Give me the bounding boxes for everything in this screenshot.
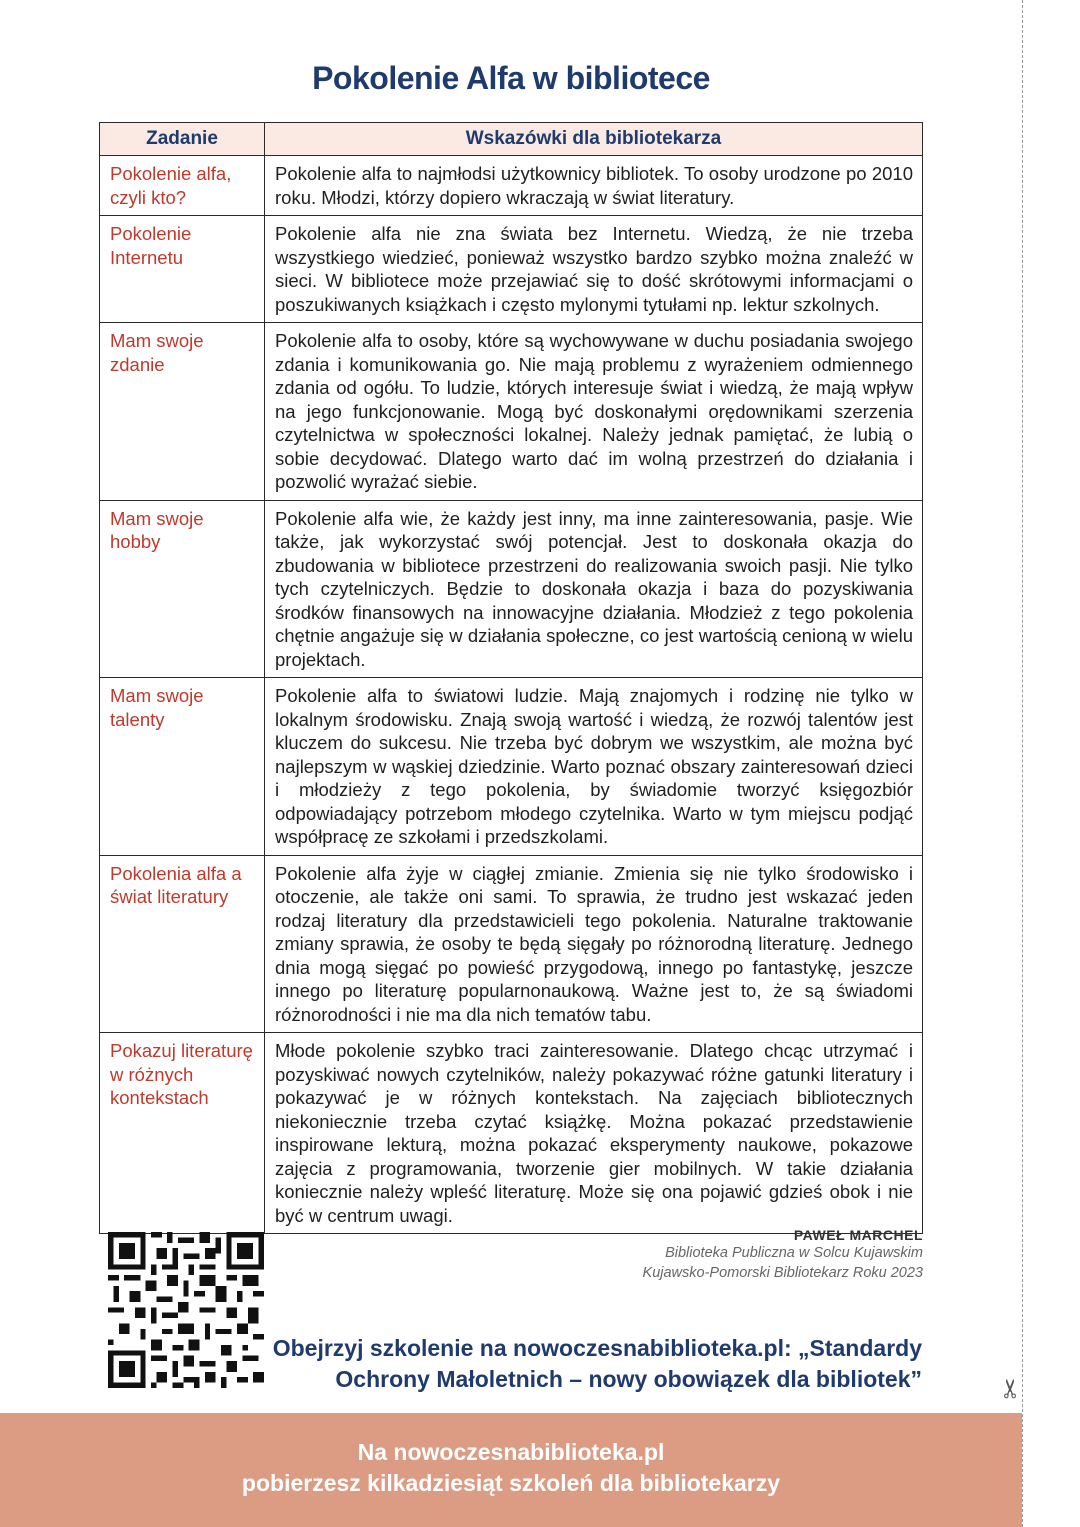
table-row [100, 216, 923, 323]
hint-cell: Pokolenie alfa to światowi ludzie. Mają znajomych i rodzinę nie tylko w lokalnym środowisku. Znają swoją wartość i wiedzą, że rozwój talentów jest kluczem do sukcesu. Nie trzeba być dobrym we wszystkim, ale można być najlepszym w wąskiej dziedzinie. Warto poznać obszary zainteresowań dzieci i młodzieży z tego pokolenia, by świadomie tworzyć księgozbiór odpowiadający potrzebom młodego czytelnika. Warto w tym miejscu podjąć współpracę ze szkołami i przedszkolami. [265, 678, 923, 856]
hint-cell: Pokolenie alfa to najmłodsi użytkownicy bibliotek. To osoby urodzone po 2010 roku. Młodzi, którzy dopiero wkraczają w świat literatury. [265, 156, 923, 216]
footer-banner[interactable] [0, 1413, 1022, 1527]
header-hints: Wskazówki dla bibliotekarza [265, 123, 923, 156]
author-affiliation: Biblioteka Publiczna w Solcu Kujawskim [665, 1245, 923, 1261]
task-cell: Pokolenie alfa, czyli kto? [100, 156, 265, 216]
training-promo[interactable] [273, 1333, 922, 1395]
scissors-icon: ✂ [995, 1377, 1026, 1400]
hint-cell: Pokolenie alfa żyje w ciągłej zmianie. Zmienia się nie tylko środowisko i otoczenie, ale także oni sami. To sprawia, że trudno jest wskazać jeden rodzaj literatury dla przedstawicieli tego pokolenia. Naturalne traktowanie zmiany sprawia, że osoby te będą sięgały po różnorodną literaturę. Jednego dnia mogą sięgać po powieść przygodową, innego po fantastykę, jeszcze innego po literaturę popularnonaukową. Ważne jest to, że są świadomi różnorodności i nie ma dla nich tematów tabu. [265, 855, 923, 1033]
author-award: Kujawsko-Pomorski Bibliotekarz Roku 2023 [642, 1265, 923, 1281]
table-header-row [100, 123, 923, 156]
hint-cell: Pokolenie alfa nie zna świata bez Internetu. Wiedzą, że nie trzeba wszystkiego wiedzieć, ponieważ wszystko bardzo szybko można znaleźć w sieci. W bibliotece może przejawiać się to dość skrótowymi informacjami o poszukiwanych książkach i często mylonymi tytułami np. lektur szkolnych. [265, 216, 923, 323]
footer-line-2: pobierzesz kilkadziesiąt szkoleń dla bibliotekarzy [241, 1470, 781, 1496]
guidelines-table [99, 122, 923, 1234]
author-name: PAWEŁ MARCHEL [793, 1227, 923, 1243]
header-task: Zadanie [100, 123, 265, 156]
table-row [100, 500, 923, 678]
table-row [100, 156, 923, 216]
footer-line-1: Na nowoczesnabiblioteka.pl [357, 1439, 665, 1465]
hint-cell: Młode pokolenie szybko traci zainteresowanie. Dlatego chcąc utrzymać i pozyskiwać nowych czytelników, należy pokazywać różne gatunki literatury i pokazywać je w różnych kontekstach. Na zajęciach bibliotecznych niekoniecznie trzeba czytać książkę. Można pokazać przedstawienie inspirowane lekturą, można pokazać eksperymenty naukowe, pokazowe zajęcia z programowania, tworzenie gier mobilnych. W takie działania koniecznie należy wpleść literaturę. Może się ona pojawić gdzieś obok i nie być w centrum uwagi. [265, 1033, 923, 1234]
promo-line-1: Obejrzyj szkolenie na nowoczesnabiblioteka.pl: „Standardy [272, 1335, 922, 1361]
task-cell: Mam swoje talenty [100, 678, 265, 856]
table-row [100, 855, 923, 1033]
qr-code-icon[interactable] [108, 1232, 264, 1388]
task-cell: Pokolenie Internetu [100, 216, 265, 323]
task-cell: Pokolenia alfa a świat literatury [100, 855, 265, 1033]
author-block [643, 1227, 923, 1283]
promo-line-2: Ochrony Małoletnich – nowy obowiązek dla bibliotek” [335, 1366, 922, 1392]
table-row [100, 1033, 923, 1234]
cut-line [1022, 0, 1023, 1527]
task-cell: Pokazuj literaturę w różnych kontekstach [100, 1033, 265, 1234]
task-cell: Mam swoje hobby [100, 500, 265, 678]
hint-cell: Pokolenie alfa to osoby, które są wychowywane w duchu posiadania swojego zdania i komunikowania go. Nie mają problemu z wyrażeniem odmiennego zdania od ogółu. To ludzie, których interesuje świat i wiedzą, że mają wpływ na jego funkcjonowanie. Mogą być doskonałymi orędownikami szerzenia czytelnictwa w społeczności lokalnej. Należy jednak pamiętać, że lubią o sobie decydować. Dlatego warto dać im wolną przestrzeń do działania i pozwolić wyrażać siebie. [265, 323, 923, 501]
page-title: Pokolenie Alfa w bibliotece [312, 60, 710, 96]
hint-cell: Pokolenie alfa wie, że każdy jest inny, ma inne zainteresowania, pasje. Wie także, jak wykorzystać swój potencjał. Jest to doskonała okazja do zbudowania w bibliotece przestrzeni do realizowania swoich pasji. Nie tylko tych czytelniczych. Będzie to doskonała okazja i baza do pozyskiwania środków finansowych na innowacyjne działania. Młodzież z tego pokolenia chętnie angażuje się w działania społeczne, co jest wartością cenioną w wielu projektach. [265, 500, 923, 678]
table-row [100, 678, 923, 856]
table-row [100, 323, 923, 501]
task-cell: Mam swoje zdanie [100, 323, 265, 501]
